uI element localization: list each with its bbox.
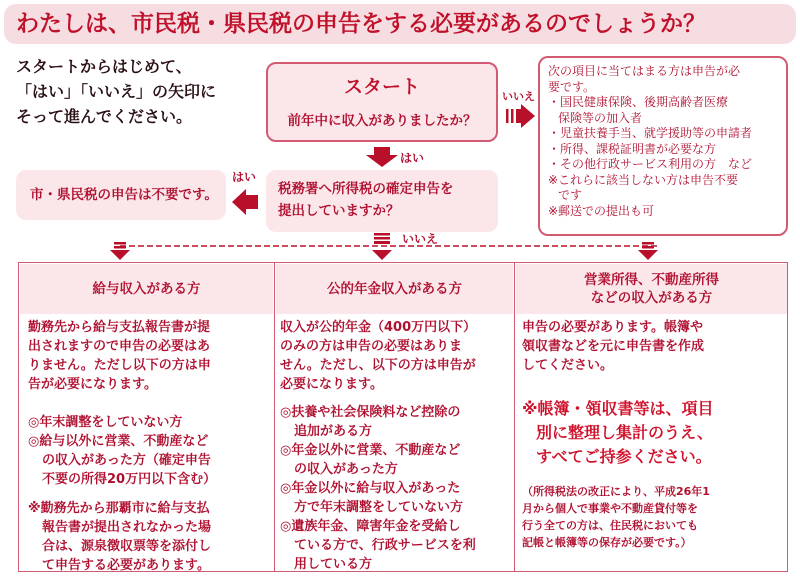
note-line: （所得税法の改正により、平成26年1	[522, 485, 710, 498]
body-line: 合は、源泉徴収票等を添付し	[42, 539, 212, 554]
note-line: 月から個人で事業や不動産貸付等を	[522, 502, 698, 515]
condition-line: ・国民健康保険、後期高齢者医療	[548, 95, 729, 109]
body-line: ※勤務先から那覇市に給与支払	[28, 501, 210, 516]
intro-line: そって進んでください。	[16, 107, 193, 126]
yes-label: はい	[232, 170, 257, 184]
body-line: の収入があった方（確定申告	[42, 453, 211, 468]
condition-line: ・児童扶養手当、就学援助等の申請者	[548, 126, 753, 140]
left-arrow-icon	[232, 189, 258, 215]
salary-column-header	[20, 264, 273, 314]
condition-line: 次の項目に当てはまる方は申告が必	[548, 64, 741, 78]
column-divider	[514, 262, 515, 572]
body-line: りません。ただし以下の方は申	[28, 358, 211, 373]
down-no-arrow-icon	[374, 233, 390, 244]
right-arrow-icon	[506, 104, 535, 128]
pension-column-body	[280, 318, 512, 574]
condition-line: 要です。	[548, 79, 596, 94]
condition-line: です	[558, 188, 583, 202]
start-title: スタート	[343, 76, 420, 98]
body-line: ◎扶養や社会保険料など控除の	[280, 405, 461, 420]
yes-label: はい	[400, 151, 425, 165]
business-column-body	[522, 318, 784, 551]
body-line: してください。	[522, 358, 614, 373]
body-line: 追加がある方	[294, 424, 373, 439]
body-line: のみの方は申告の必要はありま	[280, 339, 463, 354]
emphasis-line: 別に整理し集計のうえ、	[536, 423, 713, 442]
condition-line: ※これらに該当しない方は申告不要	[548, 172, 739, 187]
condition-line: ・所得、課税証明書が必要な方	[548, 141, 717, 156]
branch-arrow-icon	[638, 242, 658, 260]
column-header-text: 営業所得、不動産所得	[584, 272, 719, 288]
body-line: ◎給与以外に営業、不動産など	[28, 434, 209, 449]
branch-arrow-icon	[372, 250, 392, 260]
condition-line: ※郵送での提出も可	[548, 203, 655, 218]
business-column-header	[516, 264, 787, 314]
intro-line: 「はい」「いいえ」の矢印に	[16, 82, 217, 101]
intro-line: スタートからはじめて、	[16, 57, 192, 76]
column-header-text: 給与収入がある方	[92, 281, 201, 297]
body-line: 勤務先から給与支払報告書が提	[28, 320, 211, 335]
body-line: 方で年末調整をしていない方	[294, 500, 464, 515]
body-line: ◎遺族年金、障害年金を受給し	[280, 519, 461, 534]
body-line: 必要になります。	[280, 377, 383, 392]
emphasis-line: ※帳簿・領収書等は、項目	[522, 399, 714, 418]
body-line: ◎年金以外に給与収入があった	[280, 481, 461, 496]
no-label: いいえ	[502, 90, 535, 103]
column-divider	[274, 262, 275, 572]
body-line: 告が必要になります。	[28, 377, 157, 392]
body-line: ◎年末調整をしていない方	[28, 415, 183, 430]
branch-arrow-icon	[110, 242, 130, 260]
pension-column-header	[276, 264, 513, 314]
down-arrow-icon	[366, 147, 398, 167]
note-line: 行う全ての方は、住民税においても	[522, 519, 698, 532]
body-line: ◎年金以外に営業、不動産など	[280, 443, 461, 458]
column-header-text: 公的年金収入がある方	[327, 281, 462, 297]
body-line: の収入があった方	[294, 462, 398, 477]
condition-line: 保険等の加入者	[558, 110, 643, 125]
no-filing-needed-node: 市・県民税の申告は不要です。	[16, 170, 226, 220]
salary-column-body	[28, 318, 272, 575]
body-line: 報告書が提出されなかった場	[42, 520, 212, 535]
body-line: 用している方	[294, 557, 373, 572]
body-line: 出されますので申告の必要はあ	[28, 339, 211, 354]
start-question: 前年中に収入がありましたか？	[287, 113, 477, 129]
page-title: わたしは、市民税・県民税の申告をする必要があるのでしょうか？	[4, 4, 796, 44]
emphasis-line: すべてご持参ください。	[536, 447, 712, 466]
body-line: ている方で、行政サービスを利	[294, 538, 476, 553]
body-line: 申告の必要があります。帳簿や	[522, 320, 703, 335]
body-line: せん。ただし、以下の方は申告が	[280, 358, 476, 373]
condition-line: ・その他行政サービス利用の方 など	[548, 157, 753, 171]
tax-return-question-line: 税務署へ所得税の確定申告を	[278, 181, 454, 197]
body-line: 不要の所得20万円以下含む）	[42, 472, 217, 487]
body-line: て申告する必要があります。	[42, 558, 210, 573]
body-line: 領収書などを元に申告書を作成	[522, 339, 705, 354]
body-line: 収入が公的年金（400万円以下）	[280, 320, 477, 335]
no-label: いいえ	[402, 232, 439, 246]
note-line: 記帳と帳簿等の保存が必要です。）	[522, 536, 692, 549]
column-header-text: などの収入がある方	[590, 290, 713, 306]
tax-return-question-line: 提出していますか？	[278, 203, 400, 219]
